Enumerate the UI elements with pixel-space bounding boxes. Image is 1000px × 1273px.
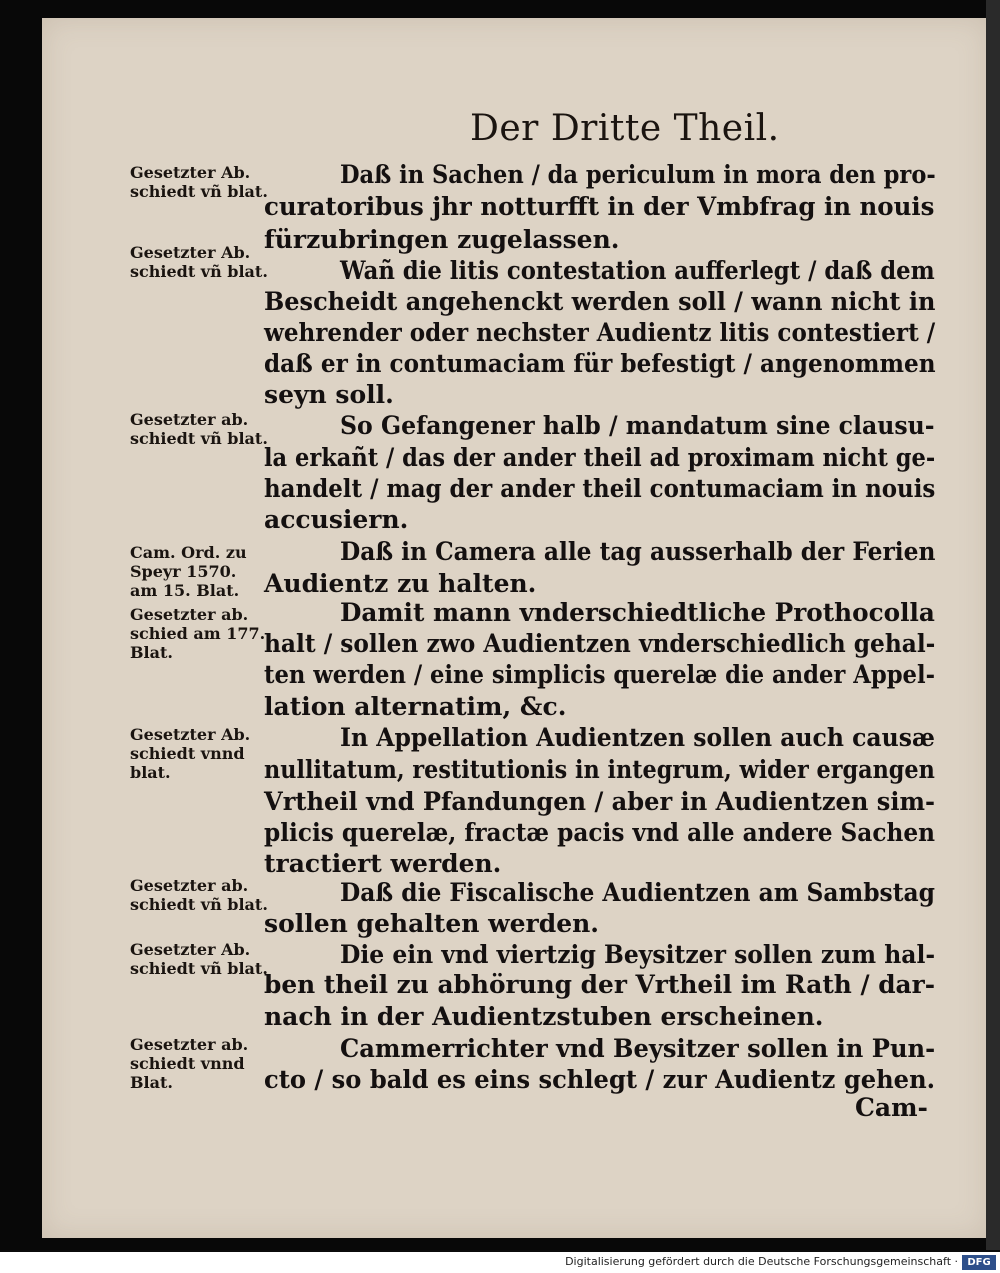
margin-note — [130, 543, 270, 600]
text-line: Daß in Camera alle tag ausserhalb der Ferien — [340, 537, 936, 566]
text-line: nullitatum, restitutionis in integrum, wider ergangen — [264, 755, 935, 784]
page-edge-strip — [986, 0, 1000, 1250]
text-line: handelt / mag der ander theil contumaciam in nouis — [264, 474, 936, 503]
margin-note-line: schiedt vnnd — [130, 1054, 245, 1073]
text-line: ben theil zu abhörung der Vrtheil im Rath / dar- — [264, 970, 936, 999]
text-line: Wañ die litis contestation aufferlegt / daß dem — [340, 256, 935, 285]
margin-note-line: schiedt vñ blat. — [130, 262, 268, 281]
text-line: nach in der Audientzstuben erscheinen. — [264, 1002, 824, 1031]
margin-note — [130, 940, 270, 978]
margin-note — [130, 163, 270, 201]
text-line: Bescheidt angehenckt werden soll / wann nicht in — [264, 287, 936, 316]
text-line: Cammerrichter vnd Beysitzer sollen in Pun- — [340, 1034, 936, 1063]
text-line: Daß die Fiscalische Audientzen am Sambstag — [340, 878, 935, 907]
margin-note-line: Gesetzter Ab. — [130, 163, 251, 182]
margin-note-line: schiedt vñ blat. — [130, 182, 268, 201]
margin-note-line: Gesetzter ab. — [130, 1035, 249, 1054]
text-line: la erkañt / das der ander theil ad proximam nicht ge- — [264, 443, 936, 472]
margin-note-line: schiedt vñ blat. — [130, 429, 268, 448]
text-line: cto / so bald es eins schlegt / zur Audientz gehen. — [264, 1065, 936, 1094]
text-line: ten werden / eine simplicis querelæ die ander Appel- — [264, 660, 935, 689]
margin-note-line: am 15. Blat. — [130, 581, 240, 600]
text-line: In Appellation Audientzen sollen auch causæ — [340, 723, 935, 752]
margin-note-line: schied am 177. — [130, 624, 266, 643]
page-heading: Der Dritte Theil. — [470, 108, 780, 149]
margin-note-line: Gesetzter Ab. — [130, 725, 251, 744]
text-line: Daß in Sachen / da periculum in mora den pro- — [340, 160, 936, 189]
text-line: lation alternatim, &c. — [264, 692, 567, 721]
margin-note-line: schiedt vnnd — [130, 744, 245, 763]
margin-note-line: Gesetzter Ab. — [130, 940, 251, 959]
text-line: daß er in contumaciam für befestigt / angenommen — [264, 349, 936, 378]
margin-note — [130, 605, 270, 662]
footer-bar — [0, 1252, 1000, 1273]
margin-note-line: Gesetzter Ab. — [130, 243, 251, 262]
text-line: curatoribus jhr notturfft in der Vmbfrag in nouis — [264, 192, 935, 221]
margin-note — [130, 410, 270, 448]
margin-note — [130, 876, 270, 914]
margin-note-line: Blat. — [130, 1073, 173, 1092]
text-line: sollen gehalten werden. — [264, 909, 599, 938]
text-line: accusiern. — [264, 505, 409, 534]
text-line: So Gefangener halb / mandatum sine clausu- — [340, 411, 935, 440]
text-line: Damit mann vnderschiedtliche Prothocolla — [340, 598, 935, 627]
margin-note-line: Gesetzter ab. — [130, 605, 249, 624]
text-line: wehrender oder nechster Audientz litis contestiert / — [264, 318, 936, 347]
margin-note-line: blat. — [130, 763, 171, 782]
margin-note-line: Gesetzter ab. — [130, 410, 249, 429]
text-line: plicis querelæ, fractæ pacis vnd alle andere Sachen — [264, 818, 935, 847]
text-line: Die ein vnd viertzig Beysitzer sollen zum hal- — [340, 940, 936, 969]
footer-credit: Digitalisierung gefördert durch die Deutsche Forschungsgemeinschaft · — [565, 1255, 958, 1268]
text-line: tractiert werden. — [264, 849, 502, 878]
margin-note-line: Speyr 1570. — [130, 562, 237, 581]
margin-note — [130, 725, 270, 782]
margin-note-line: Blat. — [130, 643, 173, 662]
text-line: Audientz zu halten. — [264, 569, 537, 598]
margin-note-line: schiedt vñ blat. — [130, 895, 268, 914]
margin-note-line: Cam. Ord. zu — [130, 543, 247, 562]
margin-note-line: schiedt vñ blat. — [130, 959, 268, 978]
catchword: Cam- — [855, 1093, 928, 1122]
text-line: Vrtheil vnd Pfandungen / aber in Audientzen sim- — [264, 787, 935, 816]
margin-note — [130, 1035, 270, 1092]
text-line: seyn soll. — [264, 380, 394, 409]
text-line: fürzubringen zugelassen. — [264, 225, 620, 254]
margin-note — [130, 243, 270, 281]
dfg-logo-icon: DFG — [962, 1255, 996, 1270]
margin-note-line: Gesetzter ab. — [130, 876, 249, 895]
text-line: halt / sollen zwo Audientzen vnderschiedlich gehal- — [264, 629, 936, 658]
